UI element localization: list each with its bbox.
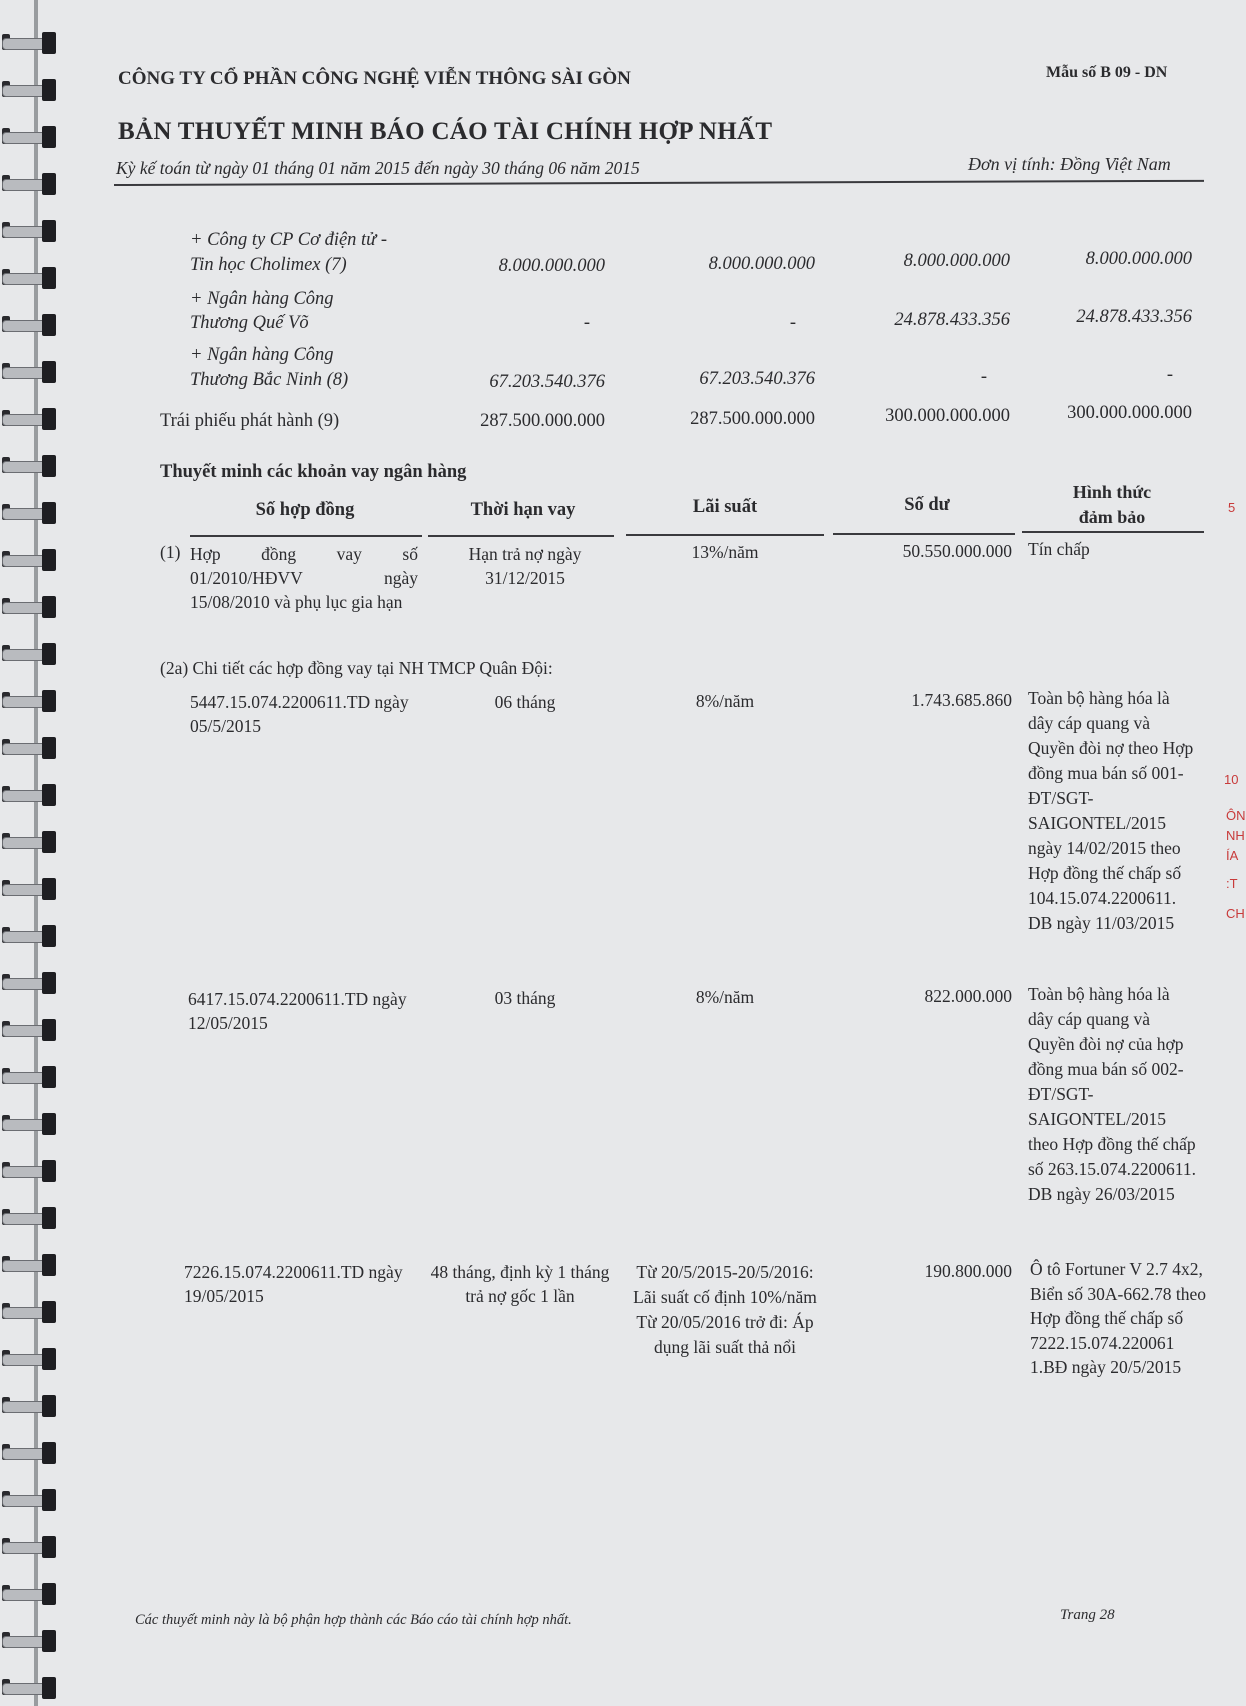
- binding-ring: [2, 641, 60, 667]
- spiral-binding: [0, 0, 62, 1706]
- row-label: Thương Bắc Ninh (8): [190, 370, 349, 390]
- section-2a-title: (2a) Chi tiết các hợp đồng vay tại NH TMCP Quân Đội:: [160, 658, 553, 678]
- binding-ring: [2, 453, 60, 479]
- footer-note: Các thuyết minh này là bộ phận hợp thành các Báo cáo tài chính hợp nhất.: [135, 1612, 572, 1628]
- value: 8.000.000.000: [903, 251, 1010, 271]
- binding-ring: [2, 829, 60, 855]
- company-name: CÔNG TY CỔ PHẦN CÔNG NGHỆ VIỄN THÔNG SÀI GÒN: [118, 68, 631, 89]
- row-label: + Ngân hàng Công: [190, 345, 334, 365]
- loan-balance: 1.743.685.860: [911, 690, 1012, 710]
- page-number: Trang 28: [1060, 1607, 1115, 1623]
- value: 300.000.000.000: [885, 406, 1010, 426]
- binding-ring: [2, 688, 60, 714]
- binding-ring: [2, 265, 60, 291]
- binding-ring: [2, 1440, 60, 1466]
- loan-contract: 6417.15.074.2200611.TD ngày 12/05/2015: [188, 989, 407, 1033]
- loan-rate: Từ 20/5/2015-20/5/2016: Lãi suất cố định 10%/năm Từ 20/05/2016 trở đi: Áp dụng lãi suất thả nổi: [633, 1262, 817, 1357]
- loan-term: 06 tháng: [494, 692, 556, 712]
- value: -: [1166, 365, 1173, 385]
- loan-rate: 8%/năm: [695, 691, 755, 711]
- row-label: Trái phiếu phát hành (9): [160, 411, 340, 431]
- binding-ring: [2, 1534, 60, 1560]
- binding-ring: [2, 1064, 60, 1090]
- header-underline: [833, 533, 1015, 535]
- row-label: + Công ty CP Cơ điện tử -: [190, 230, 388, 250]
- binding-ring: [2, 218, 60, 244]
- binding-ring: [2, 547, 60, 573]
- binding-ring: [2, 1252, 60, 1278]
- binding-ring: [2, 735, 60, 761]
- binding-ring: [2, 782, 60, 808]
- loan-balance: 822.000.000: [924, 986, 1012, 1006]
- binding-ring: [2, 30, 60, 56]
- binding-ring: [2, 1299, 60, 1325]
- col-header-balance: Số dư: [904, 495, 950, 515]
- binding-ring: [2, 876, 60, 902]
- binding-ring: [2, 312, 60, 338]
- binding-ring: [2, 1487, 60, 1513]
- value: 287.500.000.000: [690, 409, 815, 429]
- report-period: Kỳ kế toán từ ngày 01 tháng 01 năm 2015 đến ngày 30 tháng 06 năm 2015: [116, 158, 640, 178]
- loan-term: Hạn trả nợ ngày 31/12/2015: [468, 544, 582, 588]
- binding-ring: [2, 406, 60, 432]
- value: -: [789, 313, 796, 333]
- header-rule: [114, 180, 1204, 186]
- binding-ring: [2, 1346, 60, 1372]
- row-label: + Ngân hàng Công: [190, 289, 334, 309]
- value: 8.000.000.000: [708, 254, 815, 274]
- col-header-collateral: Hình thức: [1072, 482, 1152, 502]
- binding-ring: [2, 1111, 60, 1137]
- loan-term: 03 tháng: [494, 988, 556, 1008]
- value: 24.878.433.356: [1076, 307, 1192, 327]
- binding-ring: [2, 500, 60, 526]
- header-underline: [626, 534, 824, 536]
- binding-ring: [2, 1675, 60, 1701]
- loan-contract: 7226.15.074.2200611.TD ngày 19/05/2015: [184, 1262, 403, 1306]
- header-underline: [190, 535, 422, 537]
- value: 8.000.000.000: [498, 256, 605, 276]
- value: -: [583, 313, 590, 333]
- header-underline: [428, 535, 614, 537]
- value: -: [980, 367, 987, 387]
- loan-rate: 8%/năm: [695, 987, 755, 1007]
- loan-collateral: Tín chấp: [1028, 539, 1090, 559]
- value: 300.000.000.000: [1067, 403, 1192, 423]
- value: 287.500.000.000: [480, 411, 605, 431]
- loan-rate: 13%/năm: [691, 542, 759, 562]
- col-header-term: Thời hạn vay: [470, 500, 576, 520]
- binding-ring: [2, 1628, 60, 1654]
- binding-ring: [2, 1205, 60, 1231]
- binding-ring: [2, 1393, 60, 1419]
- value: 8.000.000.000: [1085, 249, 1192, 269]
- loan-collateral: Toàn bộ hàng hóa là dây cáp quang và Quyền đòi nợ của hợp đồng mua bán số 002-ĐT/SGT-SAIGONTEL/2015 theo Hợp đồng thế chấp số 263.15.074.2200611. DB ngày 26/03/2015: [1028, 984, 1197, 1204]
- binding-ring: [2, 124, 60, 150]
- binding-ring: [2, 171, 60, 197]
- header-underline: [1022, 531, 1204, 533]
- row-label: Thương Quế Võ: [190, 313, 309, 333]
- col-header-contract: Số hợp đồng: [255, 500, 355, 520]
- col-header-rate: Lãi suất: [692, 497, 758, 517]
- col-header-collateral: đảm bảo: [1078, 507, 1146, 527]
- value: 67.203.540.376: [699, 369, 815, 389]
- binding-ring: [2, 1581, 60, 1607]
- loan-collateral: Toàn bộ hàng hóa là dây cáp quang và Quyền đòi nợ theo Hợp đồng mua bán số 001-ĐT/SGT-SAIGONTEL/2015 ngày 14/02/2015 theo Hợp đồng thế chấp số 104.15.074.2200611. DB ngày 11/03/2015: [1028, 688, 1194, 933]
- loan-contract: Hợp đồng vay số 01/2010/HĐVV ngày 15/08/2010 và phụ lục gia hạn: [190, 544, 418, 612]
- loan-term: 48 tháng, định kỳ 1 tháng trả nợ gốc 1 lần: [430, 1262, 610, 1306]
- currency-unit: Đơn vị tính: Đồng Việt Nam: [968, 154, 1171, 174]
- loan-number: (1): [160, 542, 181, 562]
- loan-collateral: Ô tô Fortuner V 2.7 4x2, Biển số 30A-662.78 theo Hợp đồng thế chấp số 7222.15.074.220061 1.BĐ ngày 20/5/2015: [1030, 1259, 1206, 1377]
- section-title: Thuyết minh các khoản vay ngân hàng: [160, 462, 467, 482]
- loan-balance: 190.800.000: [924, 1261, 1012, 1281]
- binding-ring: [2, 77, 60, 103]
- loan-contract: 5447.15.074.2200611.TD ngày 05/5/2015: [190, 692, 409, 736]
- binding-ring: [2, 359, 60, 385]
- binding-ring: [2, 1017, 60, 1043]
- binding-ring: [2, 1158, 60, 1184]
- value: 67.203.540.376: [489, 372, 605, 392]
- value: 24.878.433.356: [894, 310, 1010, 330]
- form-number: Mẫu số B 09 - DN: [1046, 64, 1168, 81]
- loan-balance: 50.550.000.000: [902, 541, 1012, 561]
- binding-ring: [2, 923, 60, 949]
- row-label: Tin học Cholimex (7): [190, 255, 347, 275]
- report-title: BẢN THUYẾT MINH BÁO CÁO TÀI CHÍNH HỢP NHẤT: [118, 118, 773, 145]
- binding-ring: [2, 594, 60, 620]
- binding-ring: [2, 970, 60, 996]
